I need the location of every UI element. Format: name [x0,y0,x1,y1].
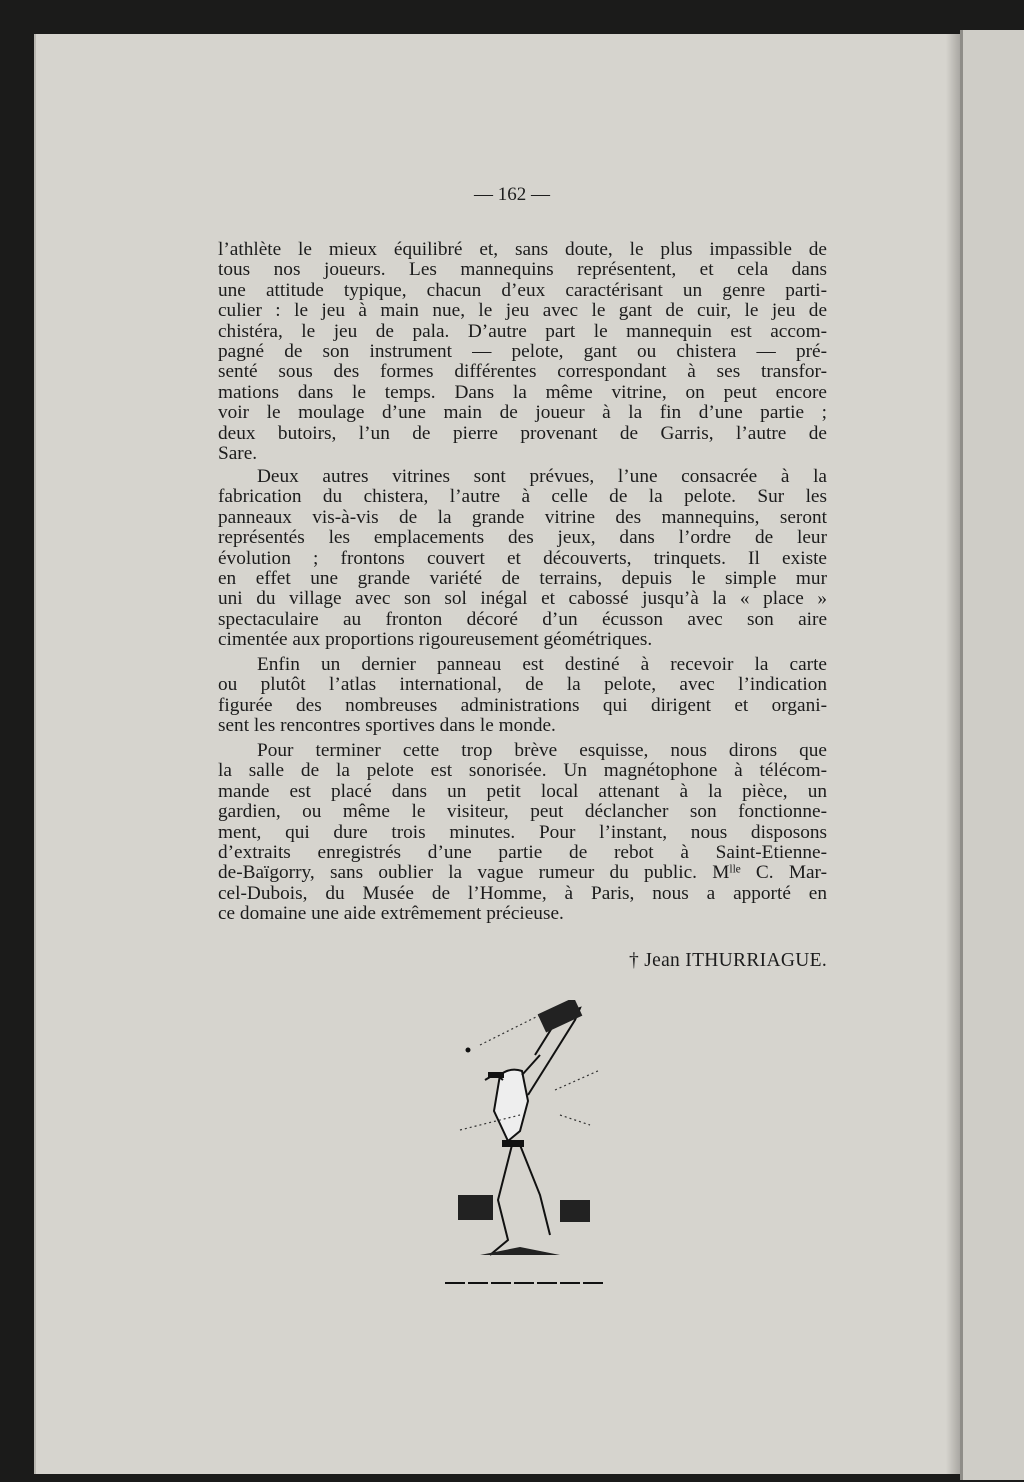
text-line: Deux autres vitrines sont prévues, l’une consacrée à la [257,466,827,487]
paragraph [218,240,827,464]
paragraph [218,741,827,925]
text-line: fabrication du chistera, l’autre à celle de la pelote. Sur les [218,486,827,508]
facing-page-edge [960,30,1024,1480]
text-line: Pour terminer cette trop brève esquisse, nous dirons que [257,740,827,761]
text-line: ment, qui dure trois minutes. Pour l’instant, nous disposons [218,821,827,843]
text-line: uni du village avec son sol inégal et cabossé jusqu’à la « place » [218,588,827,610]
text-line: de-Baïgorry, sans oublier la vague rumeur du public. Mˡˡᵉ C. Mar- [218,862,827,884]
text-line: ce domaine une aide extrêmement précieuse. [218,903,564,925]
text-line: culier : le jeu à main nue, le jeu avec le gant de cuir, le jeu de [218,300,827,322]
text-line: chistéra, le jeu de pala. D’autre part le mannequin est accom- [218,320,827,342]
text-line: senté sous des formes différentes correspondant à ses transfor- [218,361,827,383]
text-line: en effet une grande variété de terrains, depuis le simple mur [218,568,827,590]
page-gutter [946,34,960,1474]
author-signature: † Jean ITHURRIAGUE. [629,950,827,971]
text-line: sent les rencontres sportives dans le monde. [218,715,556,737]
text-line: voir le moulage d’une main de joueur à la fin d’une partie ; [218,402,827,424]
text-line: Enfin un dernier panneau est destiné à recevoir la carte [257,654,827,675]
text-line: ou plutôt l’atlas international, de la pelote, avec l’indication [218,674,827,696]
text-line: la salle de la pelote est sonorisée. Un magnétophone à télécom- [218,760,827,782]
text-line: mande est placé dans un petit local attenant à la pièce, un [218,780,827,802]
text-line: l’athlète le mieux équilibré et, sans doute, le plus impassible de [218,239,827,260]
paragraph [218,467,827,651]
text-line: cel-Dubois, du Musée de l’Homme, à Paris, nous a apporté en [218,882,827,904]
text-line: spectaculaire au fronton décoré d’un écusson avec son aire [218,608,827,630]
text-line: représentés les emplacements des jeux, dans l’ordre de leur [218,527,827,549]
text-line: mations dans le temps. Dans la même vitrine, on peut encore [218,381,827,403]
text-line: panneaux vis-à-vis de la grande vitrine des mannequins, seront [218,506,827,528]
text-line: deux butoirs, l’un de pierre provenant de Garris, l’autre de [218,422,827,444]
text-line: figurée des nombreuses administrations qui dirigent et organi- [218,694,827,716]
page-number: — 162 — [474,184,550,205]
chistera-glove [538,1000,583,1033]
text-line: cimentée aux proportions rigoureusement géométriques. [218,629,653,651]
paragraph [218,655,827,737]
text-line: une attitude typique, chacun d’eux caractérisant un genre parti- [218,279,827,301]
text-line: gardien, ou même le visiteur, peut déclancher son fonctionne- [218,801,827,823]
text-line: évolution ; frontons couvert et découverts, trinquets. Il existe [218,547,827,569]
text-line: pagné de son instrument — pelote, gant ou chistera — pré- [218,341,827,363]
pelota-player-illustration [440,1000,620,1295]
text-line: d’extraits enregistrés d’une partie de rebot à Saint-Etienne- [218,842,827,864]
text-line: tous nos joueurs. Les mannequins représentent, et cela dans [218,259,827,281]
text-line: Sare. [218,443,258,465]
